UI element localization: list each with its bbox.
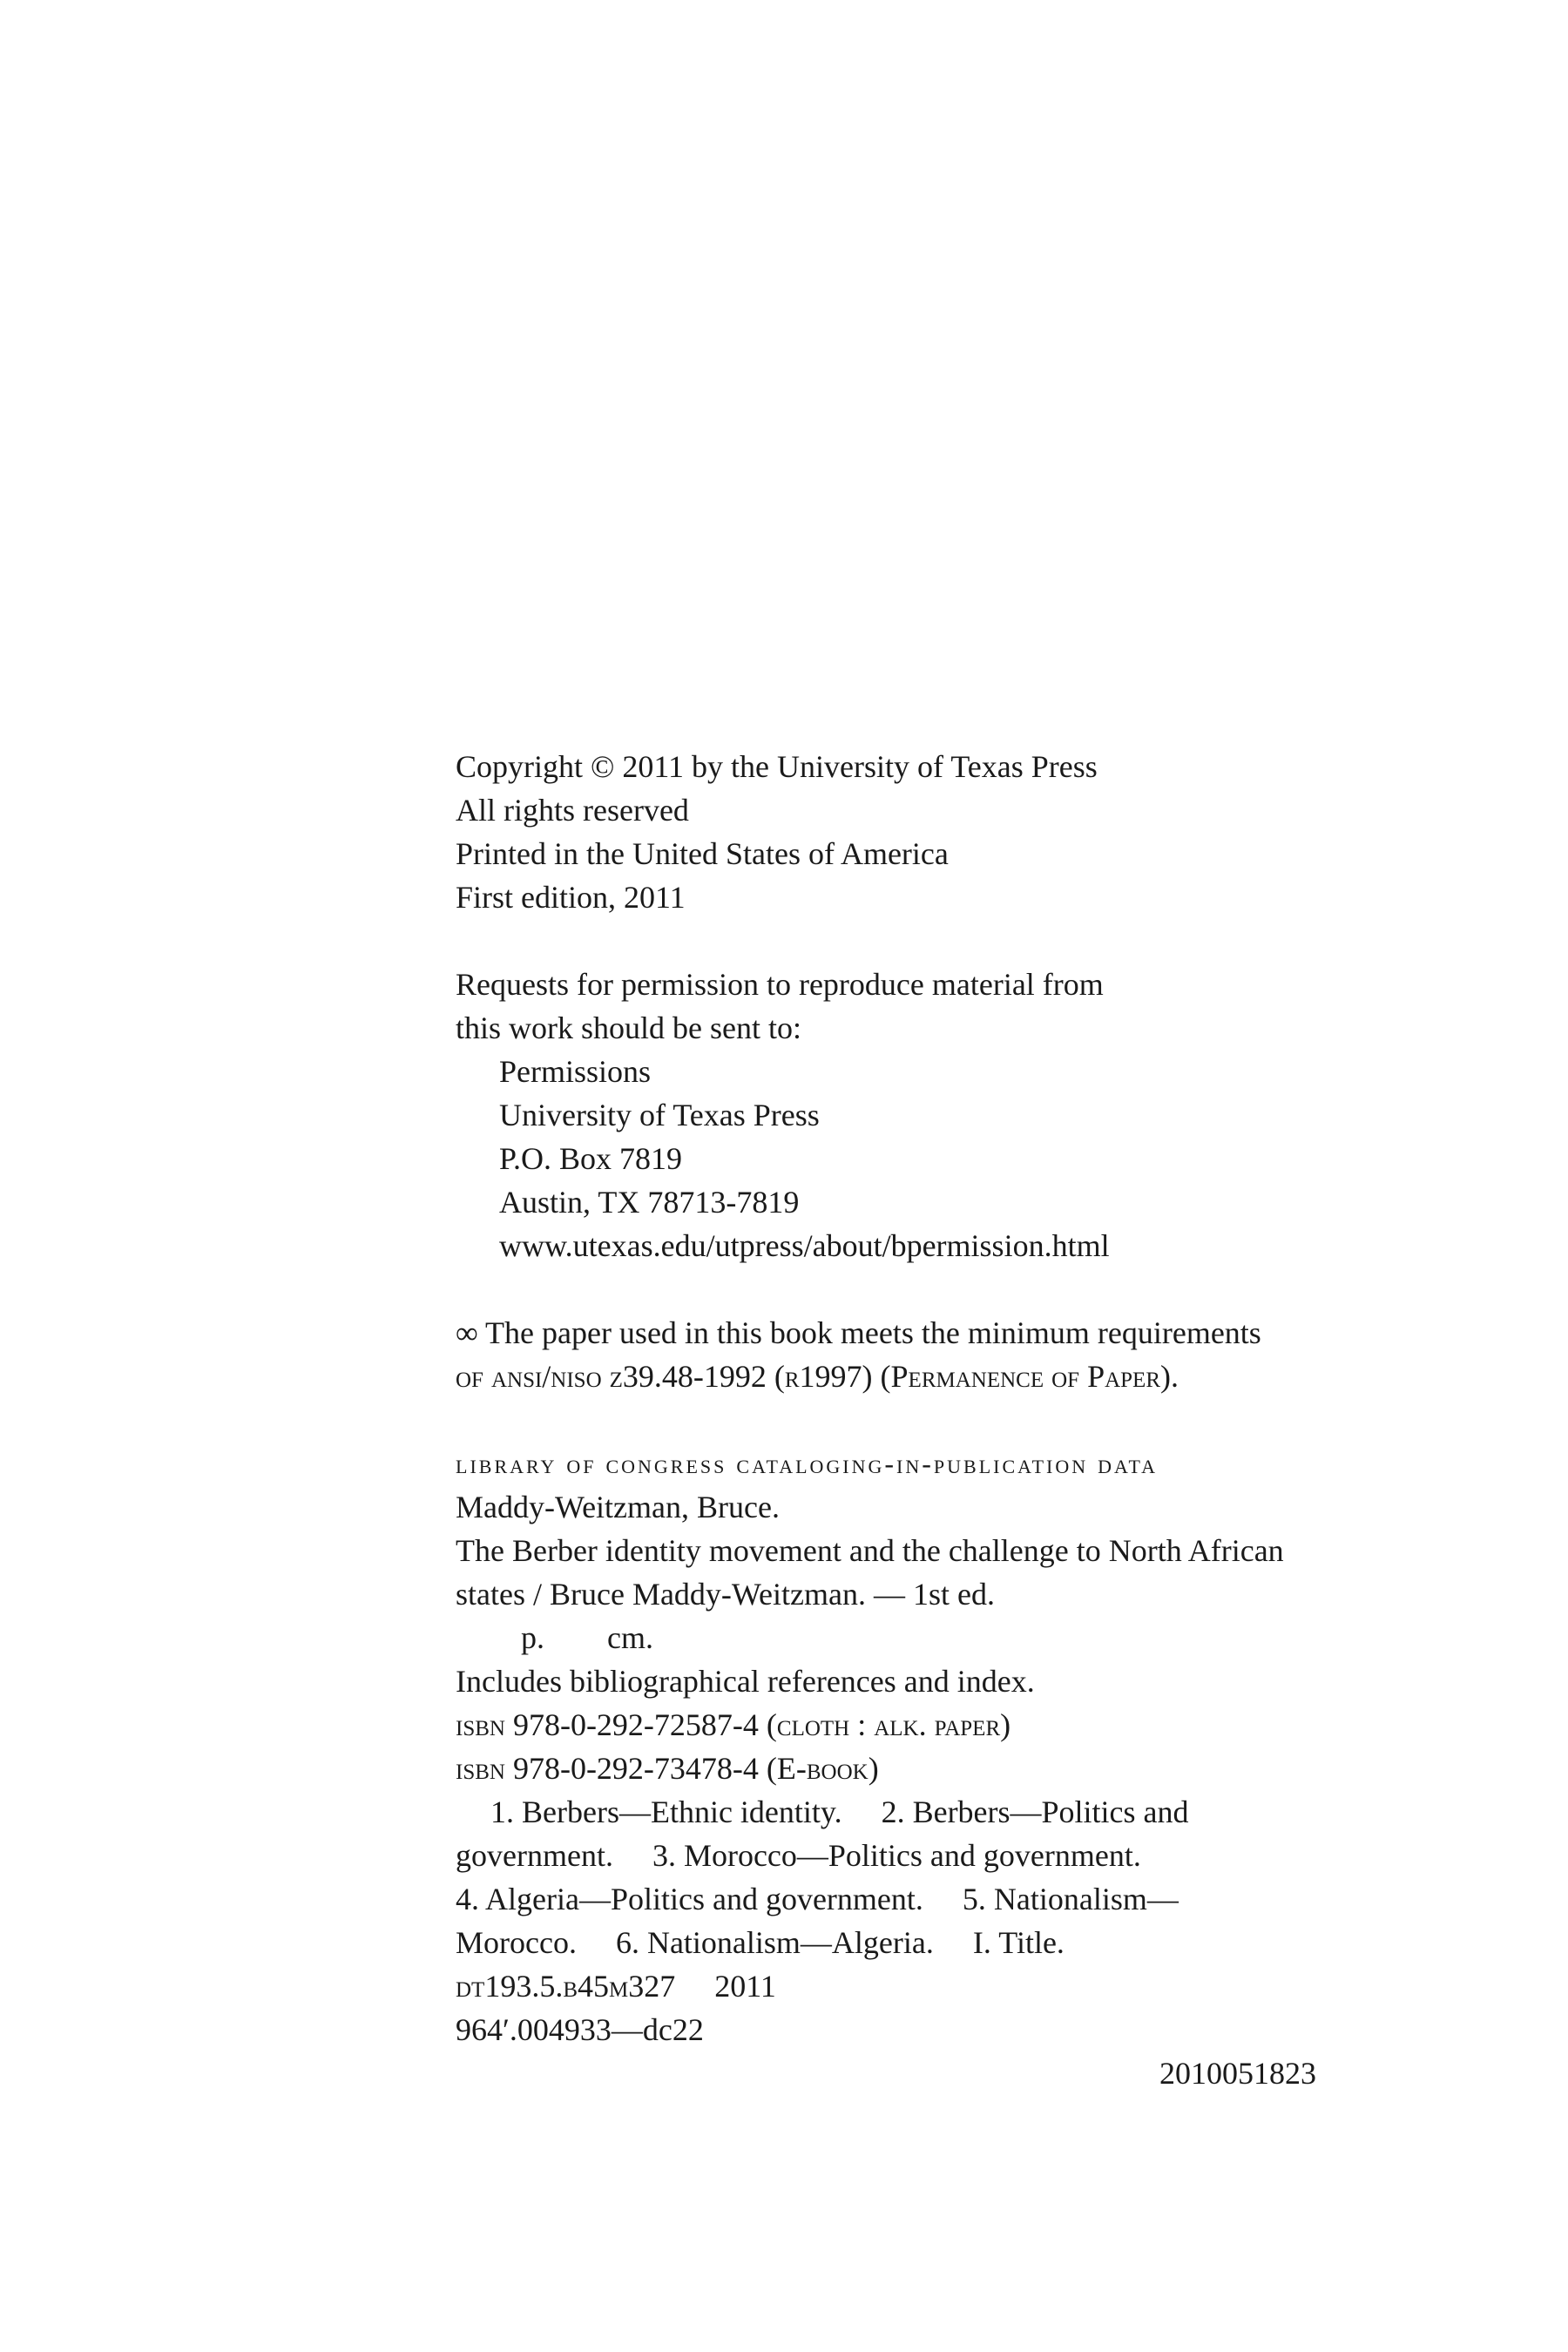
cip-notes: Includes bibliographical references and index. [456,1664,1035,1699]
copyright-line: Copyright © 2011 by the University of Texas Press [456,749,1098,784]
cip-heading: library of congress cataloging-in-publication data [456,1448,1159,1479]
address-url: www.utexas.edu/utpress/about/bpermission.html [499,1228,1110,1263]
cip-title-line: states / Bruce Maddy-Weitzman. — 1st ed. [456,1577,995,1612]
cip-lc-class: dt193.5.b45m327 2011 [456,1969,776,2004]
permissions-block [456,963,1327,1267]
paper-notice-line [456,1355,1327,1398]
cip-lccn: 2010051823 [1159,2056,1316,2091]
cip-author: Maddy-Weitzman, Bruce. [456,1490,780,1524]
cip-subject-line: Morocco. 6. Nationalism—Algeria. I. Title. [456,1925,1064,1960]
cip-subject-line: 1. Berbers—Ethnic identity. 2. Berbers—Politics and [490,1794,1189,1829]
address-line: Permissions [499,1054,652,1089]
permissions-intro-line: this work should be sent to: [456,1010,801,1045]
printed-line: Printed in the United States of America [456,836,949,871]
address-line: P.O. Box 7819 [499,1141,683,1176]
cip-isbn: isbn 978-0-292-72587-4 (cloth : alk. paper) [456,1707,1011,1742]
paper-notice-line: ∞ The paper used in this book meets the minimum requirements [456,1315,1261,1350]
cip-block [456,1442,1327,2095]
cip-subject-line: government. 3. Morocco—Politics and government. [456,1838,1141,1873]
cip-dewey: 964′.004933—dc22 [456,2012,704,2047]
cip-subject-line: 4. Algeria—Politics and government. 5. Nationalism— [456,1882,1179,1916]
cip-isbn: isbn 978-0-292-73478-4 (E-book) [456,1751,879,1786]
copyright-block [456,745,1327,919]
cip-title-line: The Berber identity movement and the challenge to North African [456,1533,1284,1568]
address-line: Austin, TX 78713-7819 [499,1185,800,1220]
address-line: University of Texas Press [499,1098,820,1132]
permissions-intro-line: Requests for permission to reproduce material from [456,967,1104,1002]
edition-line: First edition, 2011 [456,880,686,915]
paper-notice-block [456,1311,1327,1398]
paper-notice-text: of ansi/niso z39.48-1992 (r1997) (Permanence of Paper). [456,1359,1179,1394]
rights-line: All rights reserved [456,793,689,828]
cip-physical: p. cm. [521,1620,653,1655]
